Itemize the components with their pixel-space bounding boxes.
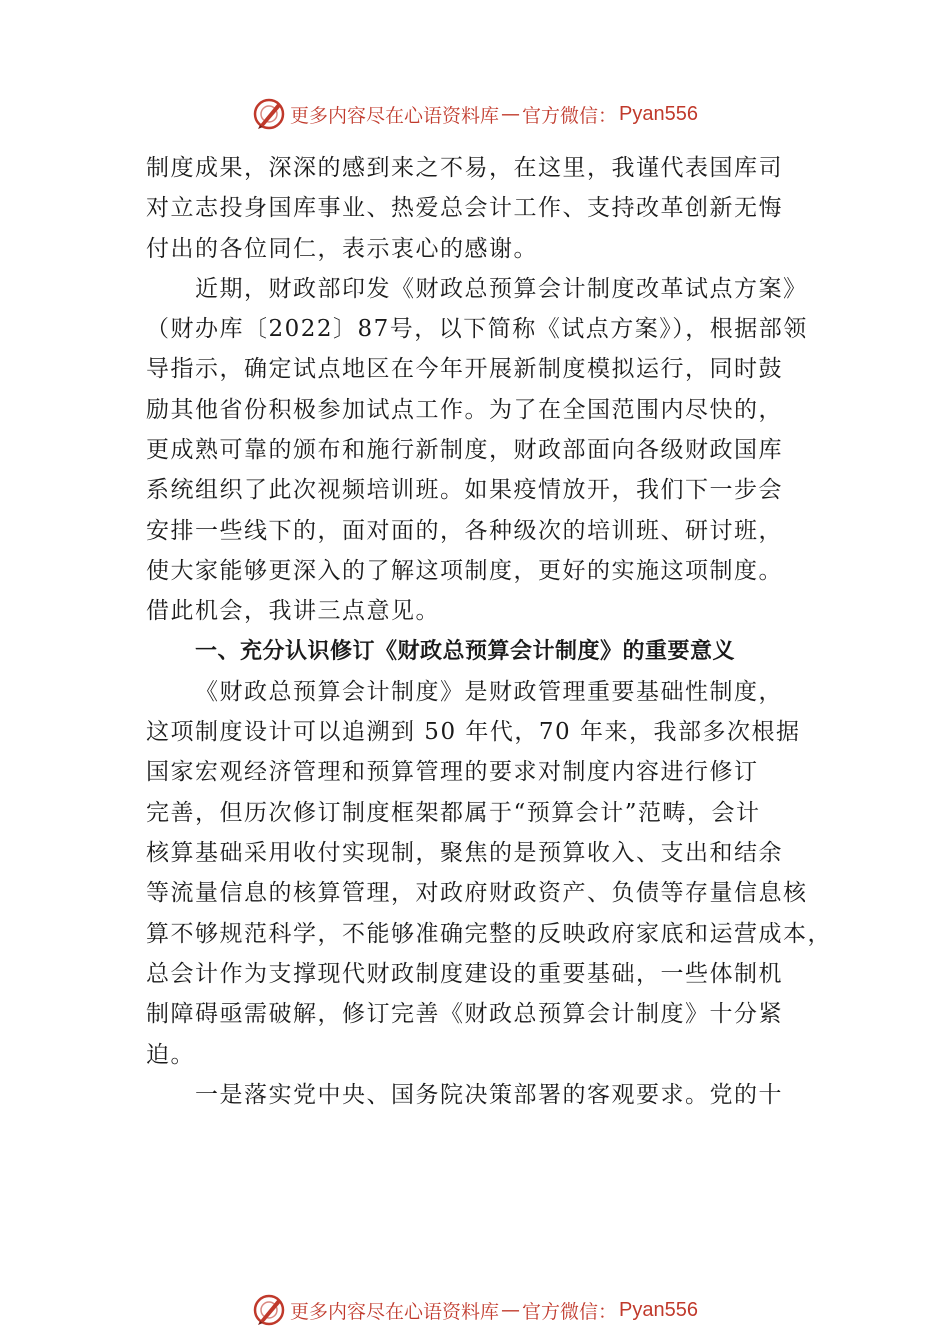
text-line: 总会计作为支撑现代财政制度建设的重要基础，一些体制机: [146, 960, 783, 987]
footer-wechat-id: Pyan556: [619, 1298, 698, 1321]
text-line: 使大家能够更深入的了解这项制度，更好的实施这项制度。: [146, 557, 783, 584]
text-line: 核算基础采用收付实现制，聚焦的是预算收入、支出和结余: [146, 840, 783, 867]
footer-brand-text: 更多内容尽在心语资料库: [290, 1300, 500, 1323]
text-line: 安排一些线下的，面对面的，各种级次的培训班、研讨班，: [146, 517, 783, 544]
text-line: 等流量信息的核算管理，对政府财政资产、负债等存量信息核: [146, 880, 808, 907]
text-line: 对立志投身国库事业、热爱总会计工作、支持改革创新无悔: [146, 195, 783, 222]
footer-official-text: 官方微信：: [522, 1300, 618, 1323]
header-wechat-id: Pyan556: [619, 102, 698, 125]
section-heading: 一、充分认识修订《财政总预算会计制度》的重要意义: [195, 638, 736, 664]
pen-logo-icon: [252, 97, 286, 131]
text-line: （财办库〔2022〕87号，以下简称《试点方案》），根据部领: [146, 316, 808, 343]
text-line: 这项制度设计可以追溯到 50 年代，70 年来，我部多次根据: [146, 719, 801, 746]
text-line: 迫。: [146, 1041, 195, 1068]
text-line: 付出的各位同仁，表示衷心的感谢。: [146, 235, 538, 262]
text-line: 制度成果，深深的感到来之不易，在这里，我谨代表国库司: [146, 155, 783, 181]
text-line: 系统组织了此次视频培训班。如果疫情放开，我们下一步会: [146, 477, 783, 504]
text-line: 《财政总预算会计制度》是财政管理重要基础性制度，: [195, 678, 783, 705]
header-brand-text: 更多内容尽在心语资料库: [290, 104, 500, 127]
text-line: 国家宏观经济管理和预算管理的要求对制度内容进行修订: [146, 759, 759, 786]
text-line: 借此机会，我讲三点意见。: [146, 598, 440, 625]
header-official-text: 官方微信：: [522, 104, 618, 127]
text-line: 导指示，确定试点地区在今年开展新制度模拟运行，同时鼓: [146, 356, 783, 383]
pen-logo-icon: [252, 1293, 286, 1327]
footer-dash: —: [501, 1299, 521, 1321]
text-line: 制障碍亟需破解，修订完善《财政总预算会计制度》十分紧: [146, 1001, 783, 1028]
text-line: 近期，财政部印发《财政总预算会计制度改革试点方案》: [195, 275, 808, 302]
header-banner: [0, 94, 950, 134]
text-line: 更成熟可靠的颁布和施行新制度，财政部面向各级财政国库: [146, 437, 783, 464]
text-line: 一是落实党中央、国务院决策部署的客观要求。党的十: [195, 1081, 783, 1108]
text-line: 完善，但历次修订制度框架都属于“预算会计”范畴，会计: [146, 799, 761, 826]
text-line: 励其他省份积极参加试点工作。为了在全国范围内尽快的，: [146, 396, 783, 423]
footer-banner: [0, 1290, 950, 1330]
text-line: 算不够规范科学，不能够准确完整的反映政府家底和运营成本，: [146, 920, 832, 947]
header-dash: —: [501, 103, 521, 125]
document-body: [146, 148, 836, 1115]
